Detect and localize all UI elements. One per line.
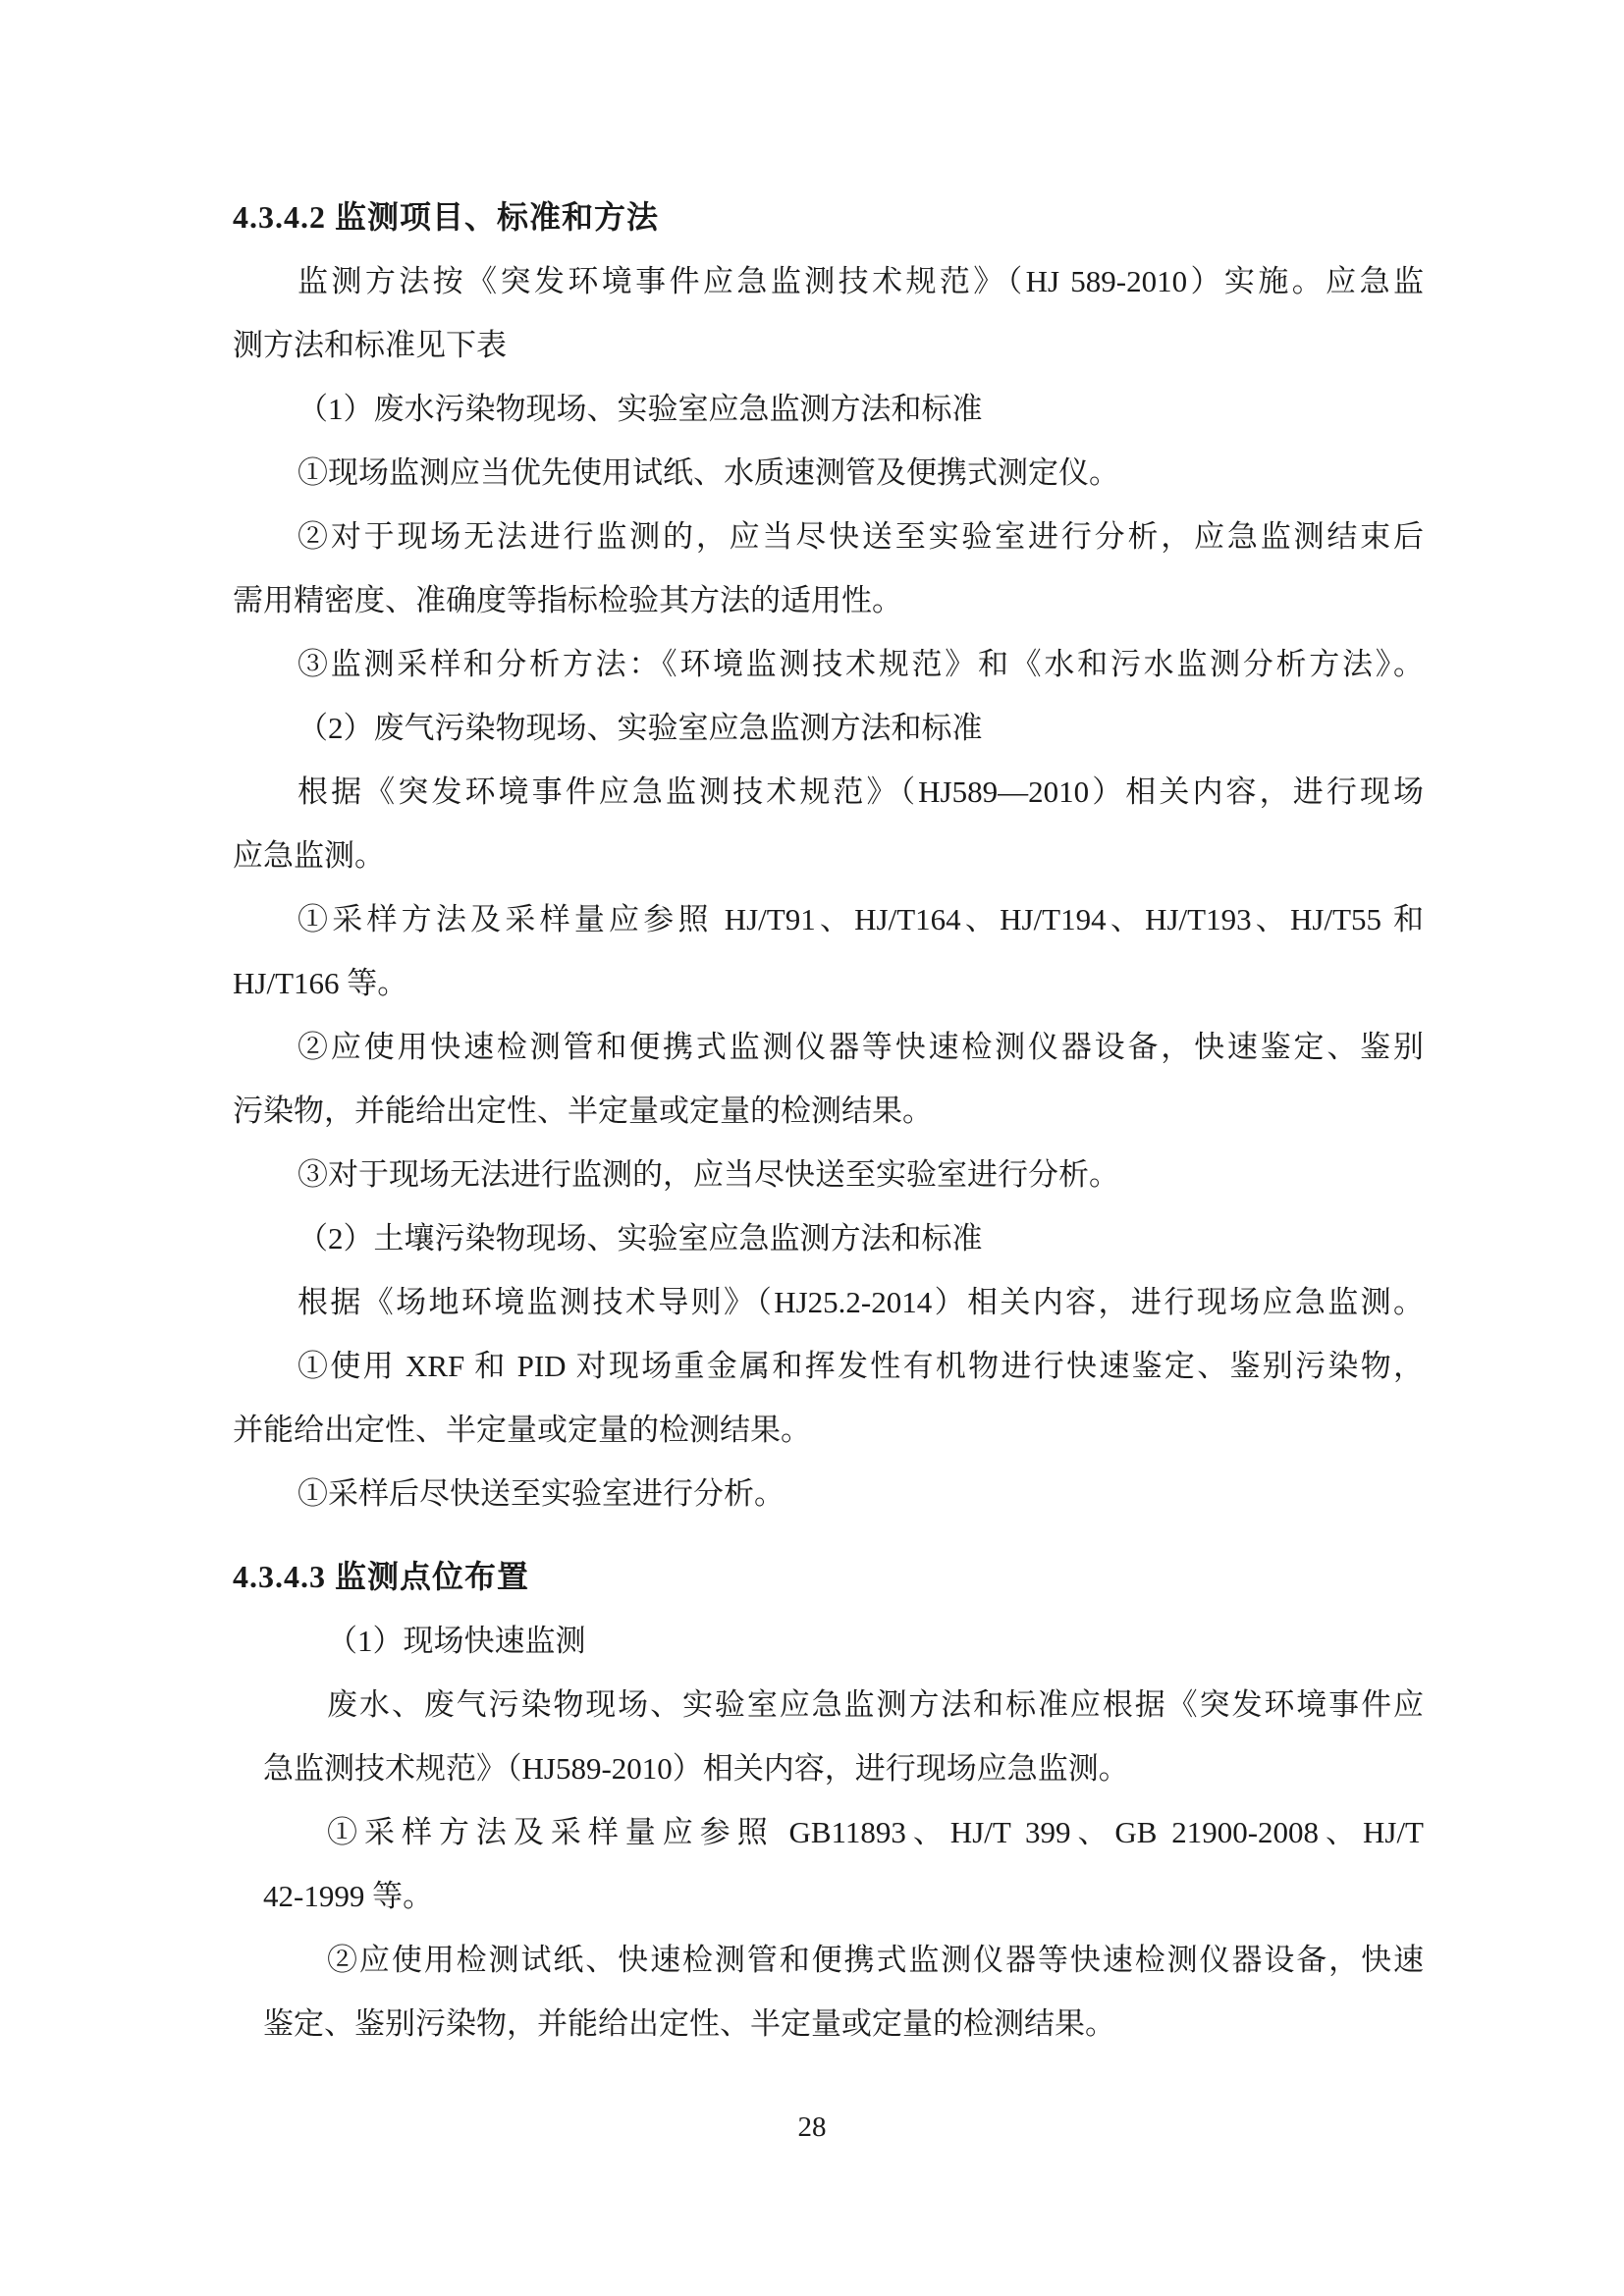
text-line: 并能给出定性、半定量或定量的检测结果。 [233,1413,811,1447]
text-line: 废水、废气污染物现场、实验室应急监测方法和标准应根据《突发环境事件应 [327,1687,1424,1722]
text-line: 需用精密度、准确度等指标检验其方法的适用性。 [233,583,902,617]
text-line: ①使用 XRF 和 PID 对现场重金属和挥发性有机物进行快速鉴定、鉴别污染物， [298,1349,1424,1383]
page-number: 28 [797,2111,827,2143]
text-line: （2）废气污染物现场、实验室应急监测方法和标准 [298,711,983,745]
document-body [233,186,1424,2056]
text-line: 根据《场地环境监测技术导则》（HJ25.2-2014）相关内容，进行现场应急监测。 [298,1285,1424,1319]
text-line: ②应使用快速检测管和便携式监测仪器等快速检测仪器设备，快速鉴定、鉴别 [298,1030,1424,1064]
text-line: 鉴定、鉴别污染物，并能给出定性、半定量或定量的检测结果。 [263,2006,1115,2041]
text-line: （1）废水污染物现场、实验室应急监测方法和标准 [298,392,983,426]
text-line: 42-1999 等。 [263,1879,434,1913]
text-line: 根据《突发环境事件应急监测技术规范》（HJ589—2010）相关内容，进行现场 [298,774,1424,809]
text-line: （1）现场快速监测 [327,1624,586,1658]
text-line: HJ/T166 等。 [233,966,408,1000]
text-line: ①采样后尽快送至实验室进行分析。 [298,1476,785,1511]
text-line: ③对于现场无法进行监测的，应当尽快送至实验室进行分析。 [298,1157,1119,1192]
text-line: 污染物，并能给出定性、半定量或定量的检测结果。 [233,1094,933,1128]
text-line: 监测方法按《突发环境事件应急监测技术规范》（HJ 589-2010）实施。应急监 [298,264,1424,298]
text-line: 急监测技术规范》（HJ589-2010）相关内容，进行现场应急监测。 [263,1751,1129,1786]
text-line: 应急监测。 [233,838,385,873]
section-heading: 4.3.4.2 监测项目、标准和方法 [233,199,660,235]
text-line: ②对于现场无法进行监测的，应当尽快送至实验室进行分析，应急监测结束后 [298,519,1424,554]
text-line: ①采样方法及采样量应参照 GB11893、HJ/T 399、GB 21900-2008、HJ/T [327,1815,1424,1849]
text-line: ①采样方法及采样量应参照 HJ/T91、HJ/T164、HJ/T194、HJ/T193、HJ/T55 和 [298,902,1424,936]
text-line: ③监测采样和分析方法：《环境监测技术规范》和《水和污水监测分析方法》。 [298,647,1424,681]
page-footer [0,2096,1624,2160]
text-line: （2）土壤污染物现场、实验室应急监测方法和标准 [298,1221,983,1255]
text-line: ①现场监测应当优先使用试纸、水质速测管及便携式测定仪。 [298,455,1119,490]
text-line: 测方法和标准见下表 [233,328,507,362]
section-heading: 4.3.4.3 监测点位布置 [233,1559,530,1594]
text-line: ②应使用检测试纸、快速检测管和便携式监测仪器等快速检测仪器设备，快速 [327,1943,1424,1977]
